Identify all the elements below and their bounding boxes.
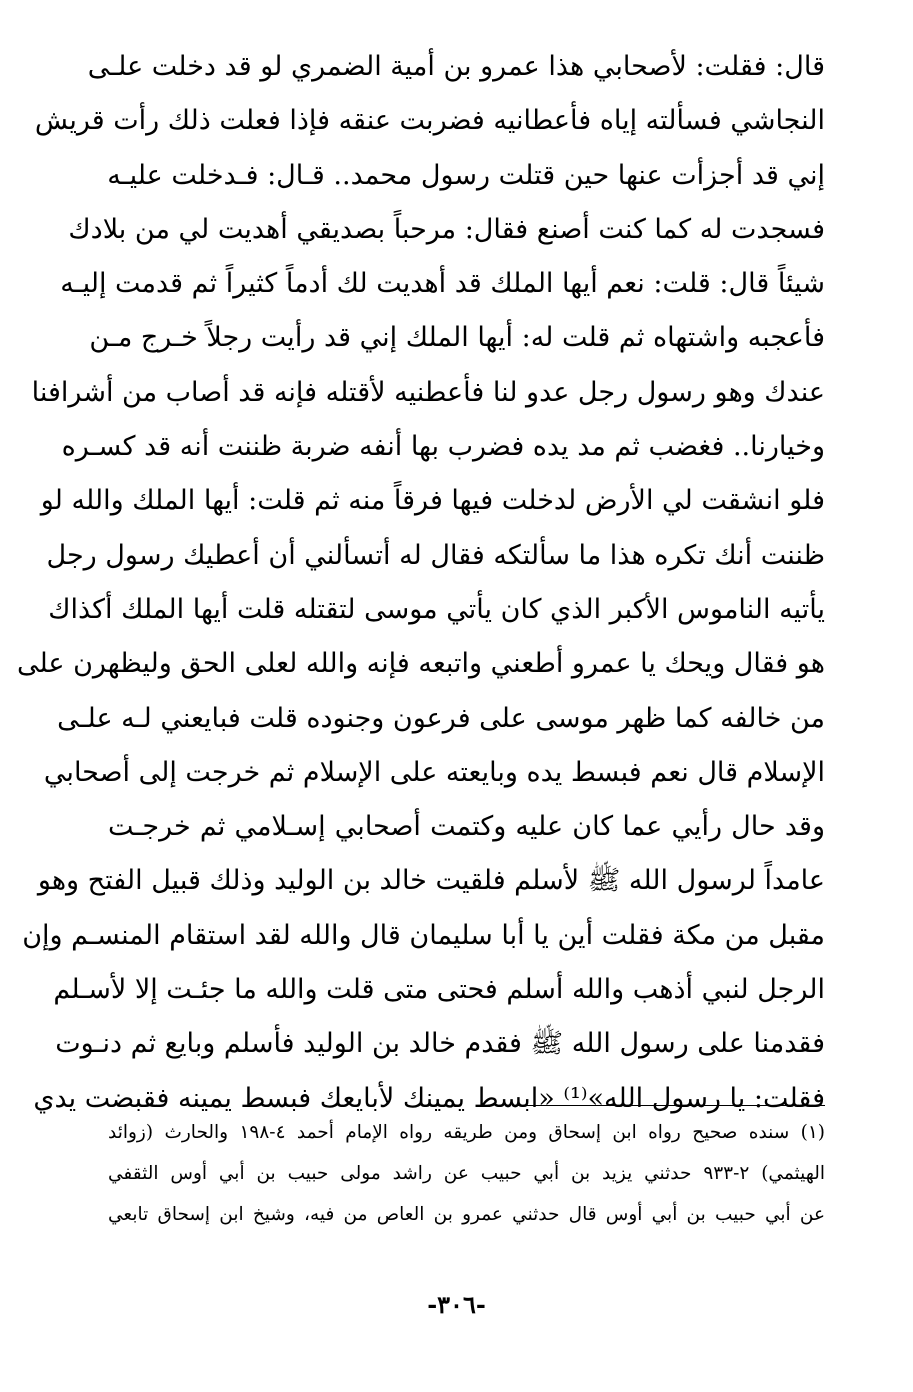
page-number: -٣٠٦- <box>427 1290 486 1319</box>
body-line-6: فأعجبه واشتهاه ثم قلت له: أيها الملك إني قد رأيت رجلاً خـرج مـن <box>89 322 825 354</box>
footnote-line-1: (١) سنده صحيح رواه ابن إسحاق ومن طريقه رواه الإمام أحمد ٤-١٩٨ والحارث (زوائد <box>108 1122 825 1143</box>
body-line-17: مقبل من مكة فقلت أين يا أبا سليمان قال والله لقد استقام المنسـم وإن <box>22 919 825 951</box>
main-body-text <box>16 40 825 1126</box>
body-line-12: هو فقال ويحك يا عمرو أطعني واتبعه فإنه والله لعلى الحق وليظهرن على <box>16 648 825 680</box>
footnote-line-3: عن أبي حبيب بن أبي أوس قال حدثني عمرو بن العاص من فيه، وشيخ ابن إسحاق تابعي <box>108 1204 825 1225</box>
body-line-11: يأتيه الناموس الأكبر الذي كان يأتي موسى لتقتله قلت أيها الملك أكذاك <box>48 593 825 625</box>
body-line-14: الإسلام قال نعم فبسط يده وبايعته على الإسلام ثم خرجت إلى أصحابي <box>43 756 825 788</box>
body-line-4: فسجدت له كما كنت أصنع فقال: مرحباً بصديقي أهديت لي من بلادك <box>68 213 825 245</box>
body-line-15: وقد حال رأيي عما كان عليه وكتمت أصحابي إسـلامي ثم خرجـت <box>108 811 825 843</box>
body-line-1: قال: فقلت: لأصحابي هذا عمرو بن أمية الضمري لو قد دخلت علـى <box>87 51 825 82</box>
body-line-19: فقدمنا على رسول الله ﷺ فقدم خالد بن الوليد فأسلم وبايع ثم دنـوت <box>55 1028 825 1060</box>
body-line-13: من خالفه كما ظهر موسى على فرعون وجنوده قلت فبايعني لـه علـى <box>57 702 825 734</box>
body-line-5: شيئاً قال: قلت: نعم أيها الملك قد أهديت لك أدماً كثيراً ثم قدمت إليـه <box>60 268 825 300</box>
footnote-line-2: الهيثمي) ٢-٩٣٣ حدثني يزيد بن أبي حبيب عن راشد مولى حبيب بن أبي أوس الثقفي <box>108 1163 825 1184</box>
body-line-10: ظننت أنك تكره هذا ما سألتكه فقال له أتسألني أن أعطيك رسول رجل <box>46 539 825 571</box>
body-line-20: فقلت: يا رسول الله»⁽¹⁾ «ابسط يمينك لأبايعك فبسط يمينه فقبضت يدي <box>33 1082 825 1114</box>
body-line-16: عامداً لرسول الله ﷺ لأسلم فلقيت خالد بن الوليد وذلك قبيل الفتح وهو <box>37 865 825 897</box>
body-line-8: وخيارنا.. فغضب ثم مد يده فضرب بها أنفه ضربة ظننت أنه قد كسـره <box>61 431 825 463</box>
body-line-18: الرجل لنبي أذهب والله أسلم فحتى متى قلت والله ما جئـت إلا لأسـلم <box>53 974 825 1006</box>
body-line-2: النجاشي فسألته إياه فأعطانيه فضربت عنقه فإذا فعلت ذلك رأت قريش <box>34 105 825 137</box>
footnote-separator <box>518 1105 825 1106</box>
body-line-7: عندك وهو رسول رجل عدو لنا فأعطنيه لأقتله فإنه قد أصاب من أشرافنا <box>31 376 825 408</box>
footnotes <box>108 1112 825 1235</box>
body-line-9: فلو انشقت لي الأرض لدخلت فيها فرقاً منه ثم قلت: أيها الملك والله لو <box>40 485 825 517</box>
body-line-3: إني قد أجزأت عنها حين قتلت رسول محمد.. قـال: فـدخلت عليـه <box>107 159 825 191</box>
